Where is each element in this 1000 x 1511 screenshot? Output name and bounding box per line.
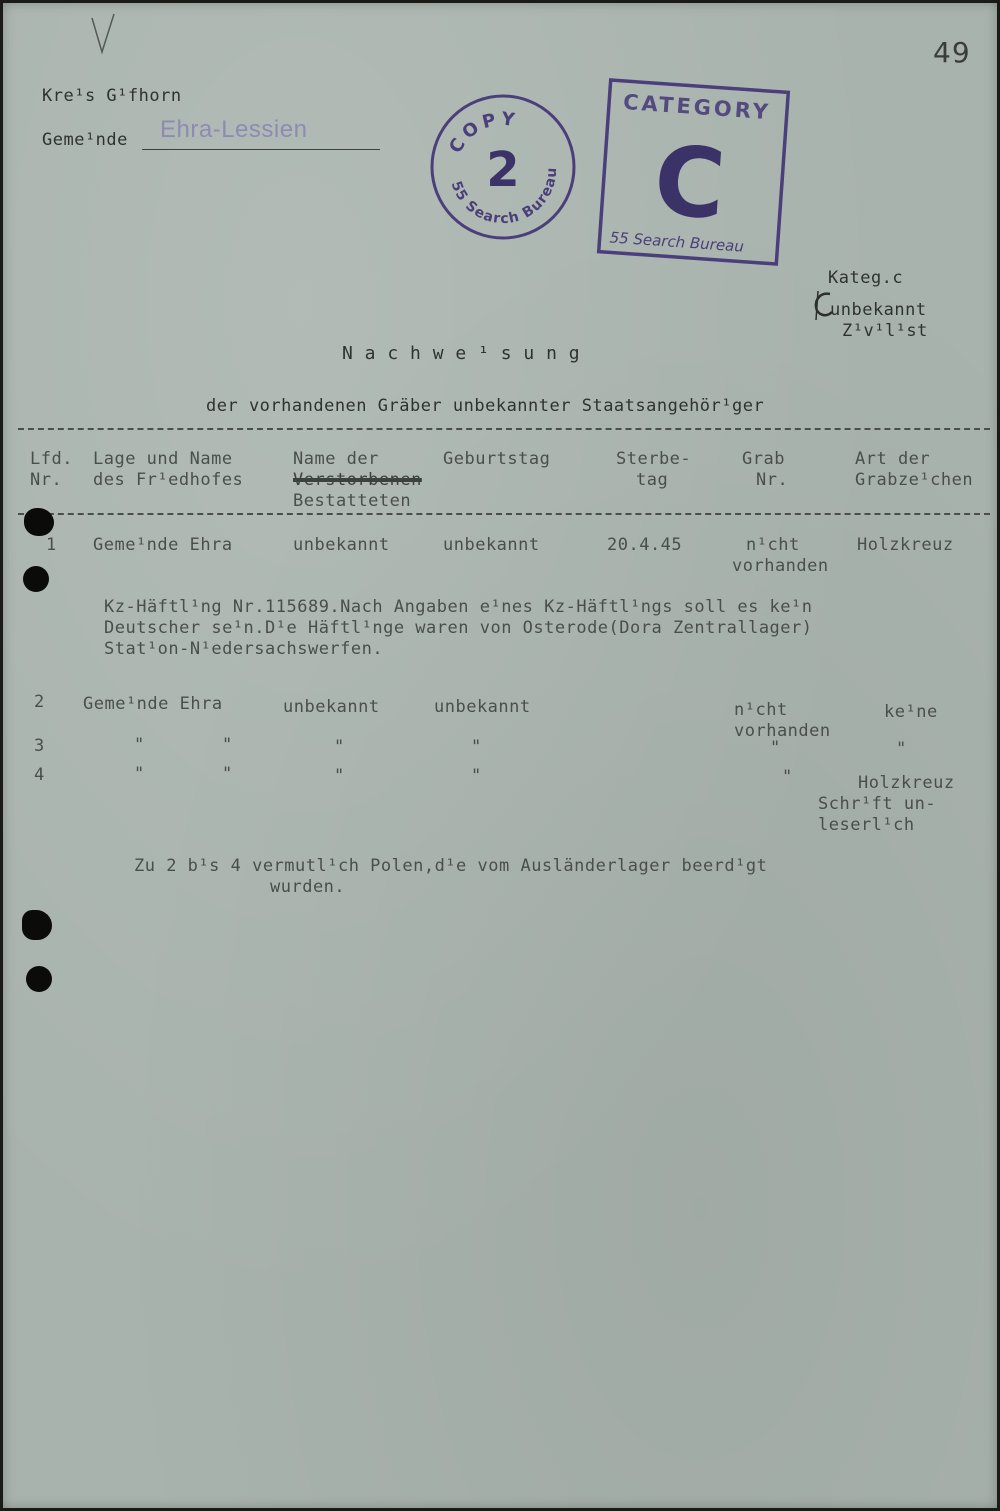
row2-lage: Geme¹nde Ehra (83, 694, 223, 714)
col-header-lfd: Lfd. (30, 449, 73, 469)
row4-lage2-ditto: " (222, 764, 233, 784)
kategorie-label: Kateg.c (828, 268, 904, 288)
document-title: N a c h w e ¹ s u n g (342, 343, 581, 364)
row3-lage-ditto: " (134, 735, 145, 755)
row4-nr: 4 (34, 765, 45, 785)
gemeinde-label: Geme¹nde (42, 130, 128, 150)
category-stamp-letter: C (650, 124, 729, 242)
row3-name-ditto: " (334, 737, 345, 757)
col-header-art: Art der (855, 449, 931, 469)
row1-sterbetag: 20.4.45 (607, 535, 683, 555)
row1-note-line3: Stat¹on-N¹edersachswerfen. (104, 639, 384, 659)
col-header-grabzeichen: Grabze¹chen (855, 470, 974, 490)
row2-art: ke¹ne (884, 702, 938, 722)
col-header-grab-nr: Nr. (756, 470, 789, 490)
copy-stamp (428, 92, 578, 242)
row3-nr: 3 (34, 736, 45, 756)
copy-stamp-bottom-text: 55 Search Bureau (447, 166, 561, 228)
kreis-line: Kre¹s G¹fhorn (42, 86, 182, 106)
punch-hole (24, 508, 54, 536)
copy-stamp-number: 2 (486, 142, 520, 198)
gemeinde-underline (142, 149, 380, 150)
category-stamp-title: CATEGORY (622, 89, 772, 125)
row3-grab-ditto: " (770, 738, 781, 758)
col-header-name: Name der (293, 449, 379, 469)
col-header-friedhof: des Fr¹edhofes (93, 470, 244, 490)
col-header-tag: tag (636, 470, 669, 490)
col-header-lage: Lage und Name (93, 449, 233, 469)
row4-lage-ditto: " (134, 764, 145, 784)
copy-stamp-top-text: COPY (445, 108, 520, 157)
document-subtitle: der vorhandenen Gräber unbekannter Staatsangehör¹ger (206, 396, 765, 416)
row4-art-line3: leserl¹ch (818, 815, 915, 835)
row2-grab-line1: n¹cht (734, 700, 788, 720)
row1-grab-line2: vorhanden (732, 556, 829, 576)
col-header-geburtstag: Geburtstag (443, 449, 551, 469)
row1-grab-line1: n¹cht (746, 535, 800, 555)
col-header-lfd-nr: Nr. (30, 470, 63, 490)
row4-art-line1: Holzkreuz (858, 773, 955, 793)
kategorie-zivilist: Z¹v¹l¹st (842, 321, 928, 341)
row4-geburtstag-ditto: " (471, 766, 482, 786)
punch-hole (26, 966, 52, 992)
col-header-grab: Grab (742, 449, 785, 469)
table-header-rule (18, 513, 990, 515)
category-stamp (590, 74, 796, 284)
gemeinde-handwritten-value: Ehra-Lessien (160, 116, 308, 143)
row1-note-line1: Kz-Häftl¹ng Nr.115689.Nach Angaben e¹nes Kz-Häftl¹ngs soll es ke¹n (104, 597, 813, 617)
row2-nr: 2 (34, 692, 45, 712)
pencil-tick-mark (88, 12, 118, 62)
row1-name: unbekannt (293, 535, 390, 555)
row1-nr: 1 (46, 535, 57, 555)
row2-geburtstag: unbekannt (434, 697, 531, 717)
row1-lage: Geme¹nde Ehra (93, 535, 233, 555)
category-stamp-bottom-text: 55 Search Bureau (609, 228, 745, 256)
row3-geburtstag-ditto: " (471, 737, 482, 757)
col-header-crossed-word: Verstorbenen (293, 470, 422, 490)
col-header-bestatteten: Bestatteten (293, 491, 412, 511)
page-number: 49 (933, 36, 971, 69)
footer-note-line1: Zu 2 b¹s 4 vermutl¹ch Polen,d¹e vom Ausländerlager beerd¹gt (134, 856, 768, 876)
punch-hole (22, 910, 52, 940)
table-top-rule (18, 428, 990, 430)
punch-hole (23, 566, 49, 592)
row1-art: Holzkreuz (857, 535, 954, 555)
kategorie-unbekannt: unbekannt (830, 300, 927, 320)
row2-grab-line2: vorhanden (734, 721, 831, 741)
row3-lage2-ditto: " (222, 735, 233, 755)
footer-note-line2: wurden. (270, 877, 346, 897)
row1-note-line2: Deutscher se¹n.D¹e Häftl¹nge waren von Osterode(Dora Zentrallager) (104, 618, 813, 638)
col-header-sterbe: Sterbe- (616, 449, 692, 469)
row1-geburtstag: unbekannt (443, 535, 540, 555)
row3-art-ditto: " (896, 739, 907, 759)
row4-name-ditto: " (334, 766, 345, 786)
row4-grab-ditto: " (782, 767, 793, 787)
row2-name: unbekannt (283, 697, 380, 717)
row4-art-line2: Schr¹ft un- (818, 794, 937, 814)
